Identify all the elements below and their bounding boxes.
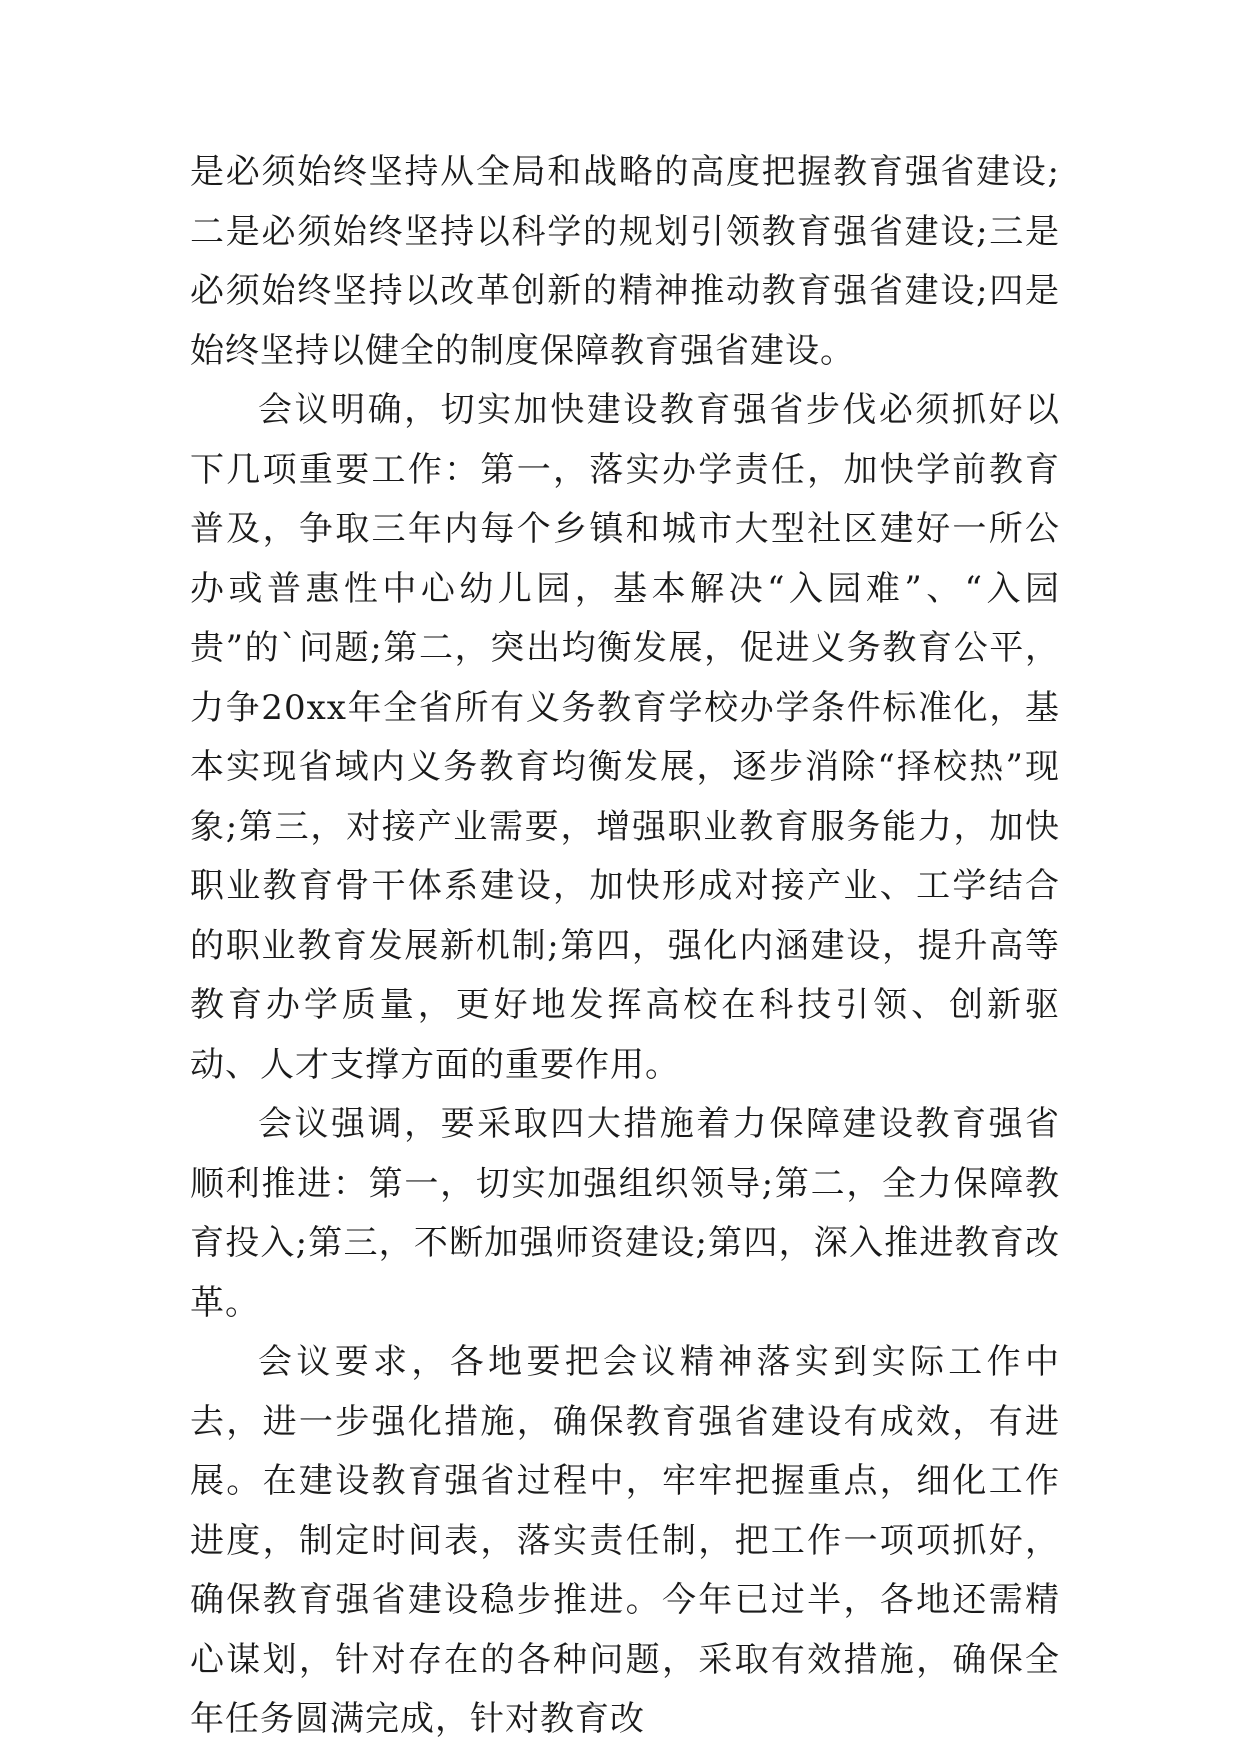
paragraph-continuation: 是必须始终坚持从全局和战略的高度把握教育强省建设;二是必须始终坚持以科学的规划引领教育强省建设;三是必须始终坚持以改革创新的精神推动教育强省建设;四是始终坚持以健全的制度保障教育强省建设。 — [190, 152, 1060, 371]
paragraph-requirements: 会议要求，各地要把会议精神落实到实际工作中去，进一步强化措施，确保教育强省建设有成效，有进展。在建设教育强省过程中，牢牢把握重点，细化工作进度，制定时间表，落实责任制，把工作一项项抓好，确保教育强省建设稳步推进。今年已过半，各地还需精心谋划，针对存在的各种问题，采取有效措施，确保全年任务圆满完成，针对教育改 — [190, 1342, 1060, 1739]
body-text — [190, 143, 1060, 1750]
paragraph-key-tasks: 会议明确，切实加快建设教育强省步伐必须抓好以下几项重要工作：第一，落实办学责任，加快学前教育普及，争取三年内每个乡镇和城市大型社区建好一所公办或普惠性中心幼儿园，基本解决“入园难”、“入园贵”的`问题;第二，突出均衡发展，促进义务教育公平，力争20xx年全省所有义务教育学校办学条件标准化，基本实现省域内义务教育均衡发展，逐步消除“择校热”现象;第三，对接产业需要，增强职业教育服务能力，加快职业教育骨干体系建设，加快形成对接产业、工学结合的职业教育发展新机制;第四，强化内涵建设，提升高等教育办学质量，更好地发挥高校在科技引领、创新驱动、人才支撑方面的重要作用。 — [190, 390, 1060, 1085]
paragraph-measures: 会议强调，要采取四大措施着力保障建设教育强省顺利推进：第一，切实加强组织领导;第二，全力保障教育投入;第三，不断加强师资建设;第四，深入推进教育改革。 — [190, 1104, 1060, 1323]
